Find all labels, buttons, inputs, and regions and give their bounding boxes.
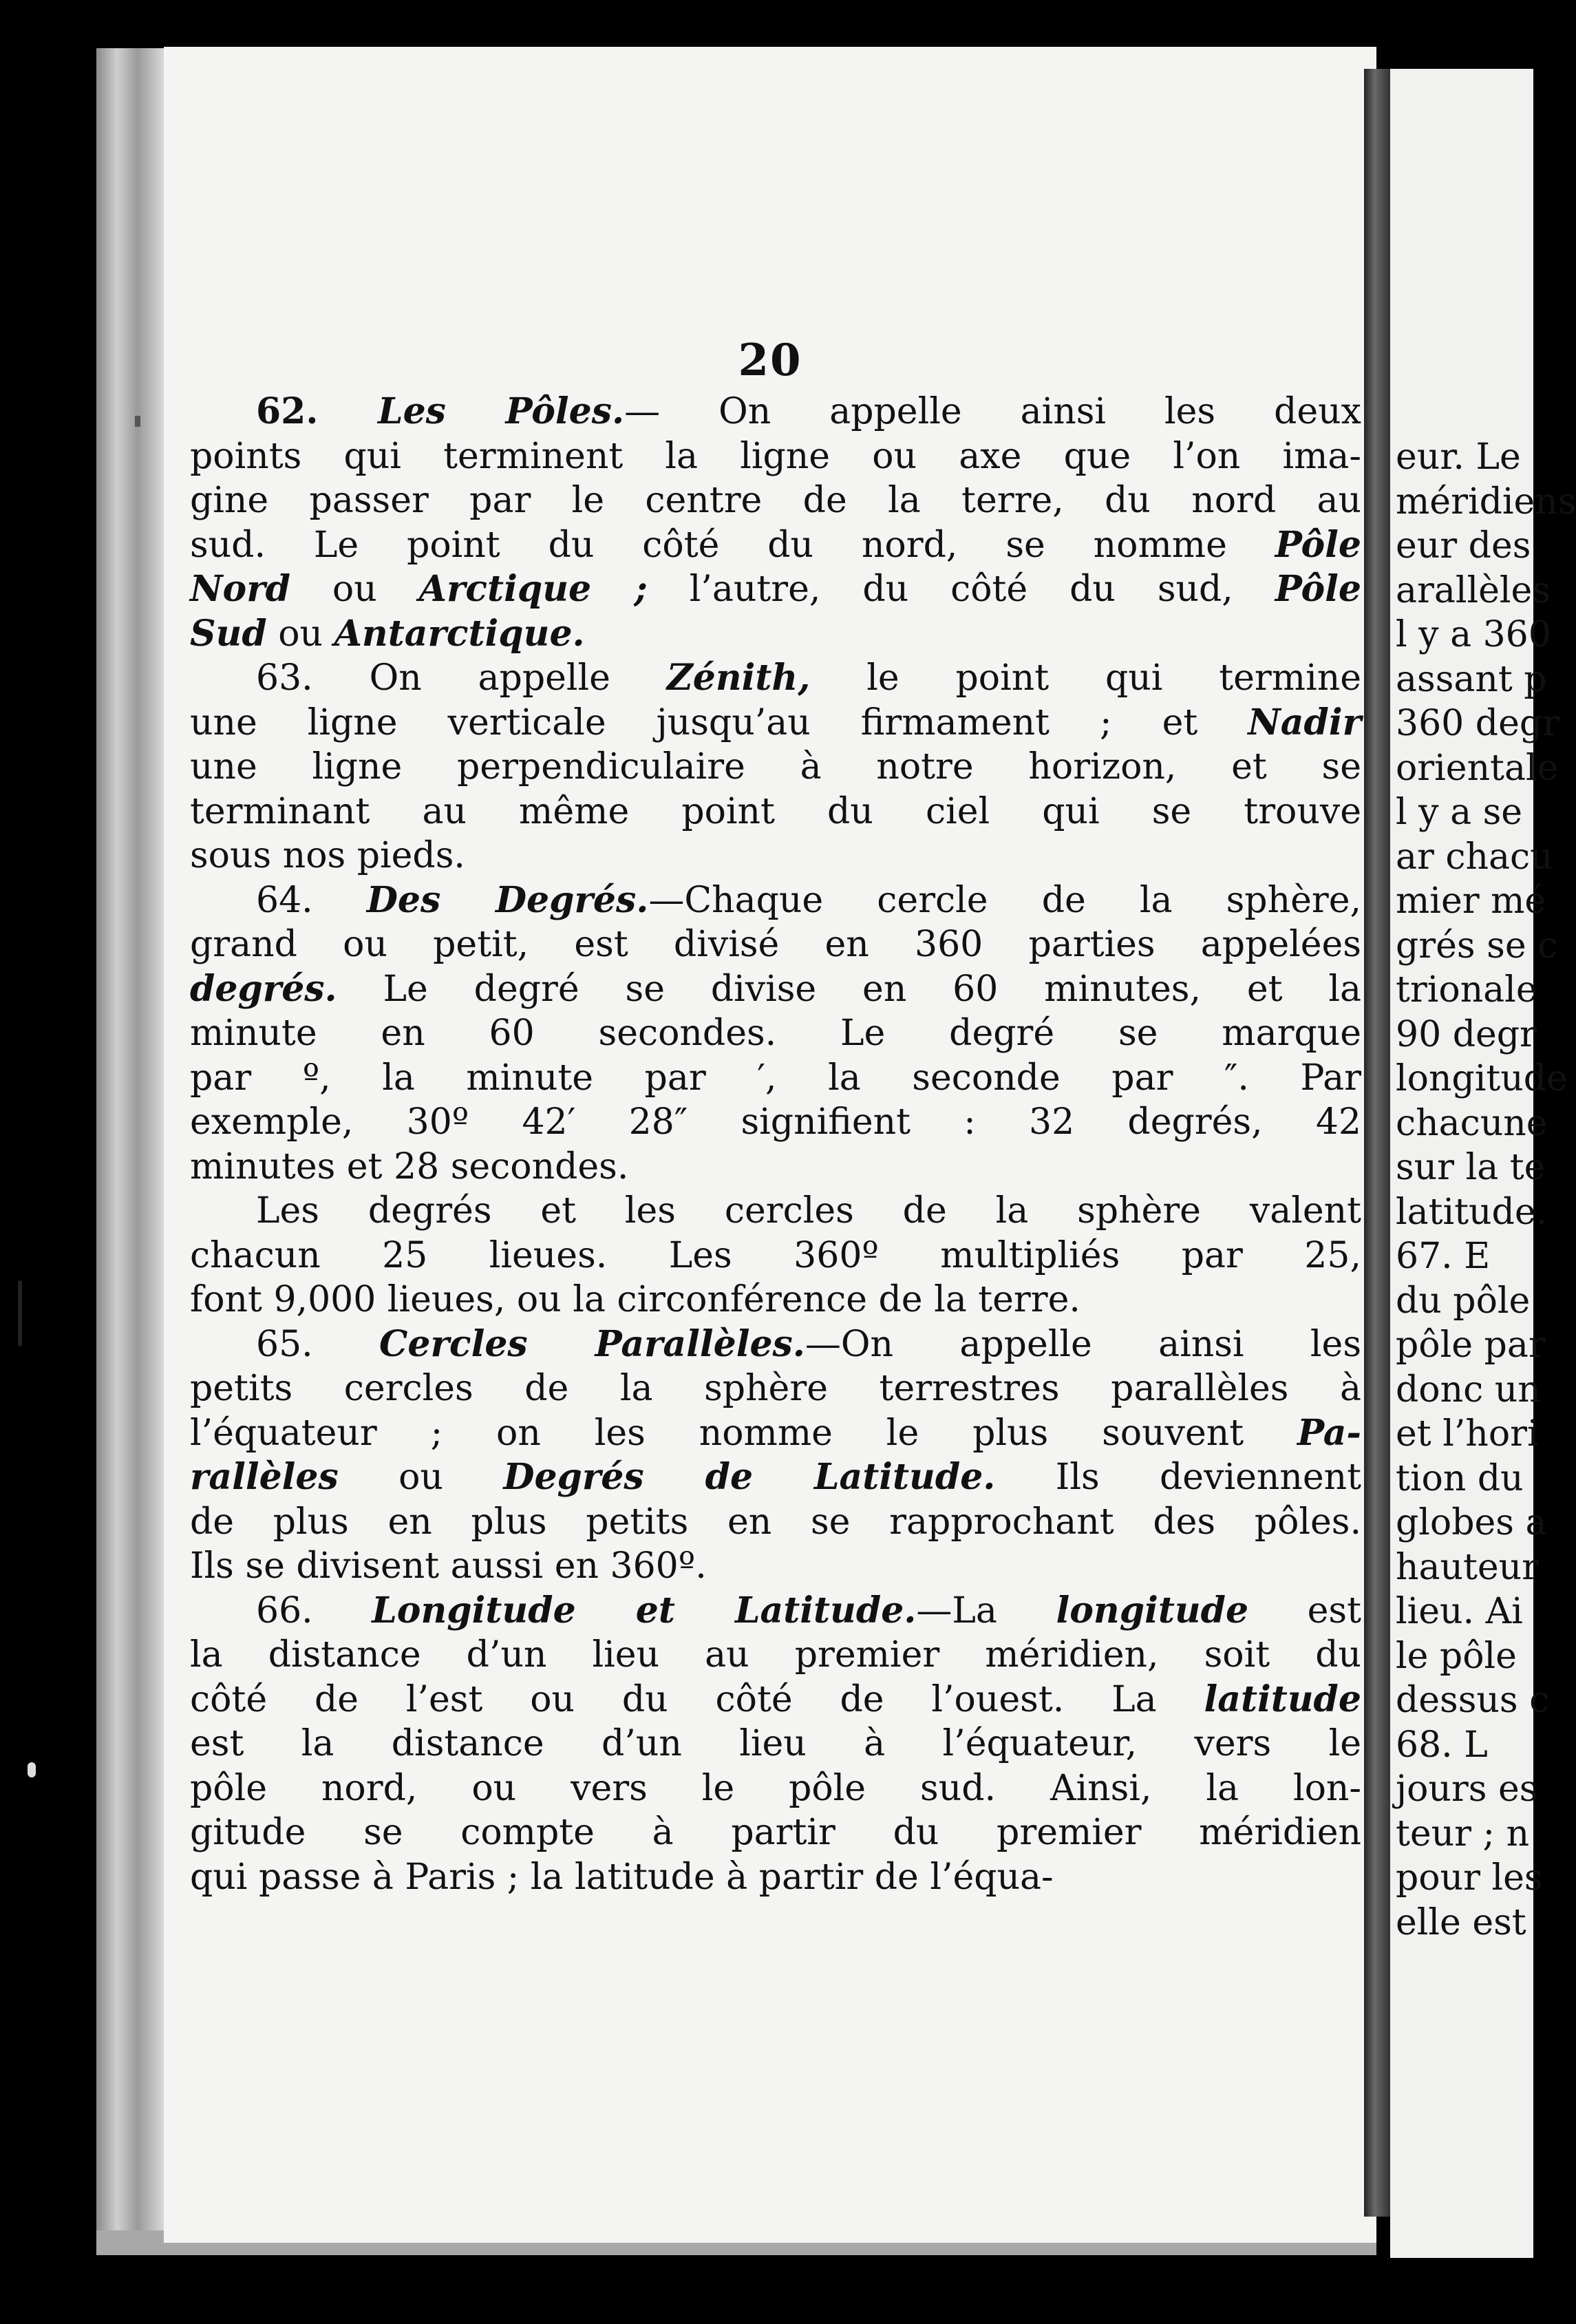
text-run: petits cercles de la sphère terrestres parallèles à — [190, 1368, 1361, 1409]
text-line — [190, 878, 1361, 923]
facing-line: elle est — [1396, 1901, 1526, 1943]
facing-line: longitude — [1396, 1058, 1568, 1099]
text-run: une ligne perpendiculaire à notre horizon, et se — [190, 746, 1361, 788]
facing-line: trionale — [1396, 969, 1537, 1011]
text-run: latitude — [1204, 1678, 1361, 1720]
facing-line: du pôle — [1396, 1280, 1531, 1322]
page-number: 20 — [738, 335, 802, 386]
text-line — [190, 1056, 1361, 1101]
text-run: chacun 25 lieues. Les 360º multipliés par 25, — [190, 1234, 1361, 1276]
text-run: Ils deviennent — [995, 1457, 1361, 1498]
text-run: par º, la minute par ′, la seconde par ″. Par — [190, 1057, 1361, 1099]
text-line — [190, 701, 1361, 746]
text-line — [190, 1633, 1361, 1678]
text-line — [190, 523, 1361, 568]
scan-mark-upper — [135, 416, 140, 427]
facing-line: pôle par — [1396, 1324, 1546, 1366]
text-run: minute en 60 secondes. Le degré se marque — [190, 1013, 1361, 1054]
facing-line: chacune — [1396, 1102, 1548, 1144]
text-run: Zénith, — [666, 657, 811, 699]
text-line — [190, 567, 1361, 612]
text-line — [190, 1544, 1361, 1589]
text-line — [190, 1455, 1361, 1500]
text-line — [190, 612, 1361, 657]
text-line — [190, 745, 1361, 790]
text-run: Pôle — [1275, 568, 1361, 610]
text-line — [190, 434, 1361, 479]
text-run: Arctique ; — [418, 568, 648, 610]
text-line — [190, 1278, 1361, 1322]
text-run: points qui terminent la ligne ou axe que l’on ima- — [190, 435, 1361, 477]
facing-line: mier mé — [1396, 880, 1546, 922]
text-line — [190, 790, 1361, 834]
text-line — [190, 1855, 1361, 1900]
text-run: Les Pôles. — [378, 390, 625, 432]
main-text-block — [190, 390, 1361, 1899]
text-line — [190, 834, 1361, 878]
facing-line: donc un — [1396, 1369, 1541, 1411]
facing-line: jours es — [1396, 1768, 1538, 1810]
text-line — [190, 1810, 1361, 1855]
text-line — [190, 1011, 1361, 1056]
facing-line: hauteur — [1396, 1546, 1539, 1588]
facing-page-text — [1390, 435, 1576, 1945]
text-run: terminant au même point du ciel qui se trouve — [190, 790, 1361, 832]
text-run: exemple, 30º 42′ 28″ signifient : 32 degrés, 42 — [190, 1101, 1361, 1143]
text-line — [190, 1366, 1361, 1411]
text-line — [190, 1100, 1361, 1145]
text-run: gitude se compte à partir du premier méridien — [190, 1812, 1361, 1853]
text-run: côté de l’est ou du côté de l’ouest. La — [190, 1678, 1204, 1720]
text-run: —On appelle ainsi les — [805, 1323, 1362, 1365]
facing-line: dessus c — [1396, 1680, 1550, 1721]
text-line — [190, 1145, 1361, 1190]
text-run: —Chaque cercle de la sphère, — [648, 879, 1362, 921]
text-run: sud. Le point du côté du nord, se nomme — [190, 524, 1275, 566]
facing-line: eur. Le — [1396, 436, 1521, 478]
text-run: qui passe à Paris ; la latitude à partir de l’équa- — [190, 1856, 1054, 1898]
text-run: ou — [290, 569, 419, 610]
facing-line: et l’hori — [1396, 1413, 1539, 1455]
text-run: l’équateur ; on les nomme le plus souvent — [190, 1412, 1298, 1454]
text-run: Sud — [190, 612, 267, 655]
facing-line: 90 degr — [1396, 1013, 1537, 1055]
text-run: minutes et 28 secondes. — [190, 1145, 629, 1187]
facing-line: sur la te — [1396, 1147, 1546, 1188]
text-run: ou — [338, 1457, 504, 1498]
text-run: degrés. — [190, 967, 337, 1010]
text-run: longitude — [1056, 1589, 1249, 1631]
text-line — [190, 1322, 1361, 1367]
text-run: 65. — [256, 1323, 380, 1365]
scan-mark-left — [18, 1280, 22, 1346]
book-gutter — [1364, 69, 1390, 2217]
facing-line: l y a se — [1396, 792, 1523, 833]
text-run: Ils se divisent aussi en 360º. — [190, 1545, 707, 1587]
text-run: grand ou petit, est divisé en 360 parties appelées — [190, 924, 1361, 965]
text-line — [190, 478, 1361, 523]
facing-line: 67. E — [1396, 1236, 1491, 1277]
text-run: est la distance d’un lieu à l’équateur, vers le — [190, 1723, 1361, 1764]
text-run: le point qui termine — [810, 657, 1361, 699]
facing-line: l y a 360 — [1396, 614, 1551, 655]
text-line — [190, 922, 1361, 967]
text-run: —La — [916, 1589, 1056, 1631]
text-run: Pa- — [1297, 1411, 1361, 1454]
text-line — [190, 1500, 1361, 1545]
text-run: Nadir — [1248, 701, 1361, 743]
text-line — [190, 1189, 1361, 1234]
text-run: Degrés de Latitude. — [503, 1456, 996, 1498]
text-run: est — [1248, 1589, 1361, 1631]
text-run: Les degrés et les cercles de la sphère valent — [256, 1190, 1361, 1232]
text-run: de plus en plus petits en se rapprochant des pôles. — [190, 1501, 1361, 1543]
text-run: Cercles Parallèles. — [379, 1322, 805, 1365]
text-run: — On appelle ainsi les deux — [624, 391, 1361, 432]
text-run: Le degré se divise en 60 minutes, et la — [337, 968, 1361, 1010]
text-run: Nord — [190, 568, 290, 610]
facing-line: ar chacu — [1396, 836, 1553, 878]
text-line — [190, 1411, 1361, 1456]
facing-line: grés se c — [1396, 925, 1558, 966]
facing-line: pour les — [1396, 1857, 1543, 1899]
text-run: font 9,000 lieues, ou la circonférence de la terre. — [190, 1279, 1080, 1320]
text-run: gine passer par le centre de la terre, du nord au — [190, 480, 1361, 521]
facing-line: méridiens — [1396, 480, 1576, 522]
facing-line: orientale — [1396, 747, 1559, 789]
text-run: 62. — [256, 390, 379, 432]
facing-line: 68. L — [1396, 1724, 1488, 1766]
facing-line: eur des — [1396, 525, 1531, 567]
scan-mark-dot — [28, 1762, 36, 1777]
facing-line: tion du — [1396, 1457, 1524, 1499]
facing-line: le pôle — [1396, 1635, 1517, 1677]
text-run: rallèles — [190, 1456, 339, 1498]
facing-line: teur ; n — [1396, 1813, 1530, 1855]
page-stack-edge — [96, 48, 165, 2251]
text-line — [190, 1766, 1361, 1811]
text-run: la distance d’un lieu au premier méridien, soit du — [190, 1634, 1361, 1676]
text-line — [190, 1234, 1361, 1278]
text-run: pôle nord, ou vers le pôle sud. Ainsi, la lon- — [190, 1767, 1361, 1809]
text-run: l’autre, du côté du sud, — [647, 569, 1275, 610]
text-run: Antarctique. — [334, 612, 585, 655]
text-run: Pôle — [1275, 523, 1361, 566]
text-run: une ligne verticale jusqu’au firmament ; et — [190, 701, 1248, 743]
facing-page — [1390, 69, 1576, 2258]
text-line — [190, 1589, 1361, 1634]
text-line — [190, 1678, 1361, 1722]
text-line — [190, 390, 1361, 434]
facing-line: globes a — [1396, 1502, 1547, 1543]
text-run: Des Degrés. — [366, 878, 649, 921]
text-run: sous nos pieds. — [190, 835, 465, 876]
text-run: 66. — [256, 1589, 372, 1631]
facing-line: assant p — [1396, 658, 1547, 700]
text-run: 64. — [256, 879, 367, 921]
text-line — [190, 656, 1361, 701]
facing-line: arallèles — [1396, 569, 1551, 611]
text-run: Longitude et Latitude. — [372, 1589, 917, 1631]
text-line — [190, 967, 1361, 1012]
facing-line: 360 degr — [1396, 703, 1559, 744]
text-run: 63. On appelle — [256, 657, 667, 699]
text-run: ou — [266, 613, 334, 655]
facing-line: latitude. — [1396, 1191, 1548, 1233]
text-line — [190, 1722, 1361, 1766]
facing-line: lieu. Ai — [1396, 1591, 1523, 1632]
